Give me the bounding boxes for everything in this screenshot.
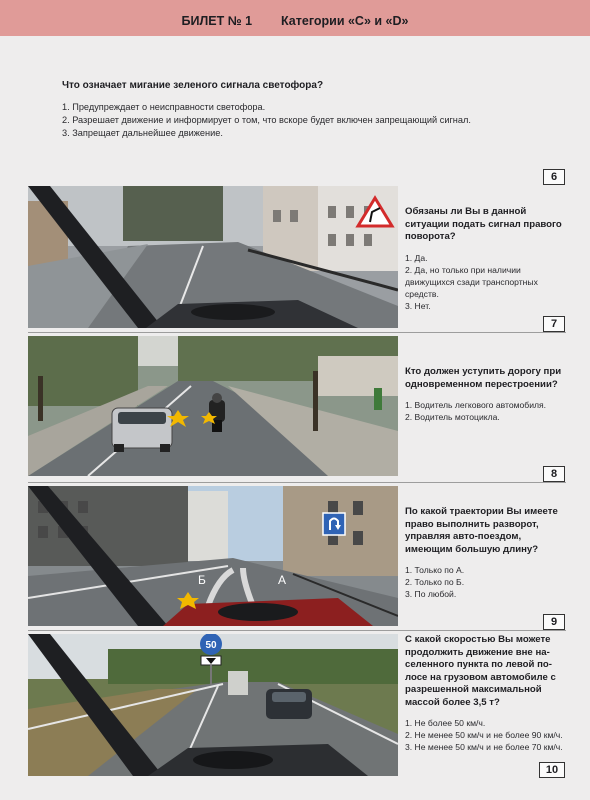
question-8-answer-2[interactable]: 2. Водитель мотоцикла.	[405, 412, 500, 422]
question-number-9: 9	[543, 614, 565, 630]
question-6-answer-3[interactable]: 3. Запрещает дальнейшее движение.	[62, 128, 223, 138]
divider	[28, 332, 566, 333]
question-6-answer-1[interactable]: 1. Предупреждает о неисправности светофора.	[62, 102, 266, 112]
trajectory-label-b: Б	[198, 573, 206, 587]
question-8-illustration	[28, 336, 398, 476]
question-6-text: Что означает мигание зеленого сигнала светофора?	[62, 80, 324, 91]
question-10-answer-3[interactable]: 3. Не менее 50 км/ч и не более 70 км/ч.	[405, 742, 563, 752]
u-turn-sign-icon	[323, 513, 345, 535]
question-6-answer-2[interactable]: 2. Разрешает движение и информирует о том, что вскоре будет включен запрещающий сигнал.	[62, 115, 471, 125]
question-10-answer-2[interactable]: 2. Не менее 50 км/ч и не более 90 км/ч.	[405, 730, 563, 740]
question-7-text: Обязаны ли Вы в данной ситуации подать сигнал правого поворота?	[405, 206, 562, 242]
question-9-text: По какой траектории Вы имеете право выполнить разворот, управляя авто-поездом, имеющим большую длину?	[405, 506, 558, 555]
divider	[28, 482, 566, 483]
question-10-answer-1[interactable]: 1. Не более 50 км/ч.	[405, 718, 486, 728]
question-8-text: Кто должен уступить дорогу при одновременном перестроении?	[405, 366, 562, 390]
question-9-answer-3[interactable]: 3. По любой.	[405, 589, 457, 599]
question-7-answer-1[interactable]: 1. Да.	[405, 252, 428, 263]
question-number-8: 8	[543, 466, 565, 482]
question-6	[62, 80, 562, 140]
question-7-answer-2[interactable]: 2. Да, но только при наличии движущихся сзади транспортных средств.	[405, 264, 538, 299]
ticket-title: БИЛЕТ № 1	[181, 14, 253, 28]
ticket-categories: Категории «C» и «D»	[281, 14, 409, 28]
question-8-answer-1[interactable]: 1. Водитель легкового автомобиля.	[405, 400, 547, 410]
question-10	[405, 634, 565, 753]
speed-sign-value: 50	[205, 640, 217, 651]
question-7	[405, 206, 565, 312]
question-9-illustration	[28, 486, 398, 626]
question-7-answer-3[interactable]: 3. Нет.	[405, 300, 431, 311]
question-number-10: 10	[539, 762, 565, 778]
question-8	[405, 366, 565, 423]
question-9-answer-2[interactable]: 2. Только по Б.	[405, 577, 465, 587]
divider	[28, 630, 566, 631]
ticket-header	[0, 0, 590, 36]
question-9	[405, 506, 565, 600]
car-icon	[112, 408, 172, 452]
question-10-text: С какой скоростью Вы можете продолжить движение вне на-селенного пункта по левой по-лосе на грузовом автомобиле с разрешенной максимальной массой более 3,5 т?	[405, 634, 556, 708]
question-7-illustration	[28, 186, 398, 328]
question-9-answer-1[interactable]: 1. Только по А.	[405, 565, 465, 575]
question-number-7: 7	[543, 316, 565, 332]
question-number-6: 6	[543, 169, 565, 185]
question-10-illustration	[28, 634, 398, 776]
car-icon	[266, 689, 312, 719]
trajectory-label-a: А	[278, 573, 287, 587]
